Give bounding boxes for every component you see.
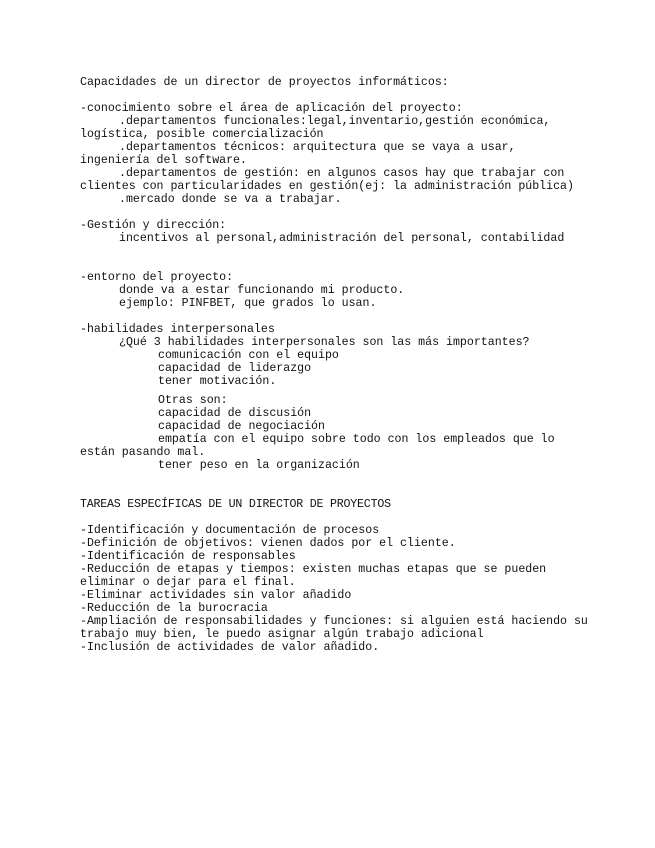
conocimiento-line: .departamentos de gestión: en algunos casos hay que trabajar con — [119, 167, 565, 180]
gestion-line: incentivos al personal,administración del personal, contabilidad — [119, 232, 565, 245]
otras-heading: Otras son: — [158, 394, 228, 407]
conocimiento-line: clientes con particularidades en gestión(ej: la administración pública) — [80, 180, 574, 193]
conocimiento-line: .mercado donde se va a trabajar. — [119, 193, 342, 206]
otras-item: capacidad de negociación — [158, 420, 325, 433]
entorno-line: donde va a estar funcionando mi producto. — [119, 284, 405, 297]
otras-item-continued: están pasando mal. — [80, 446, 206, 459]
habilidades-heading: -habilidades interpersonales — [80, 323, 275, 336]
otras-item: tener peso en la organización — [158, 459, 360, 472]
gestion-heading: -Gestión y dirección: — [80, 219, 227, 232]
otras-item: empatía con el equipo sobre todo con los empleados que lo — [158, 433, 555, 446]
conocimiento-heading: -conocimiento sobre el área de aplicación del proyecto: — [80, 102, 463, 115]
section-title: Capacidades de un director de proyectos informáticos: — [80, 76, 449, 89]
tarea-item: -Definición de objetivos: vienen dados por el cliente. — [80, 537, 456, 550]
tarea-item-continued: eliminar o dejar para el final. — [80, 576, 296, 589]
tareas-title: TAREAS ESPECÍFICAS DE UN DIRECTOR DE PROYECTOS — [80, 498, 391, 511]
habilidad-item: comunicación con el equipo — [158, 349, 339, 362]
conocimiento-line: .departamentos funcionales:legal,inventario,gestión económica, — [119, 115, 551, 128]
conocimiento-line: ingeniería del software. — [80, 154, 247, 167]
tarea-item: -Eliminar actividades sin valor añadido — [80, 589, 352, 602]
tarea-item: -Ampliación de responsabilidades y funciones: si alguien está haciendo su — [80, 615, 588, 628]
tarea-item: -Identificación de responsables — [80, 550, 296, 563]
tarea-item: -Inclusión de actividades de valor añadido. — [80, 641, 380, 654]
habilidades-question: ¿Qué 3 habilidades interpersonales son las más importantes? — [119, 336, 530, 349]
conocimiento-line: logística, posible comercialización — [80, 128, 324, 141]
tarea-item: -Reducción de etapas y tiempos: existen muchas etapas que se pueden — [80, 563, 547, 576]
otras-item: capacidad de discusión — [158, 407, 312, 420]
tarea-item-continued: trabajo muy bien, le puedo asignar algún trabajo adicional — [80, 628, 484, 641]
conocimiento-line: .departamentos técnicos: arquitectura que se vaya a usar, — [119, 141, 516, 154]
habilidad-item: capacidad de liderazgo — [158, 362, 312, 375]
tarea-item: -Reducción de la burocracia — [80, 602, 268, 615]
habilidad-item: tener motivación. — [158, 375, 277, 388]
document-page — [80, 76, 588, 654]
tarea-item: -Identificación y documentación de procesos — [80, 524, 380, 537]
entorno-heading: -entorno del proyecto: — [80, 271, 234, 284]
entorno-line: ejemplo: PINFBET, que grados lo usan. — [119, 297, 377, 310]
